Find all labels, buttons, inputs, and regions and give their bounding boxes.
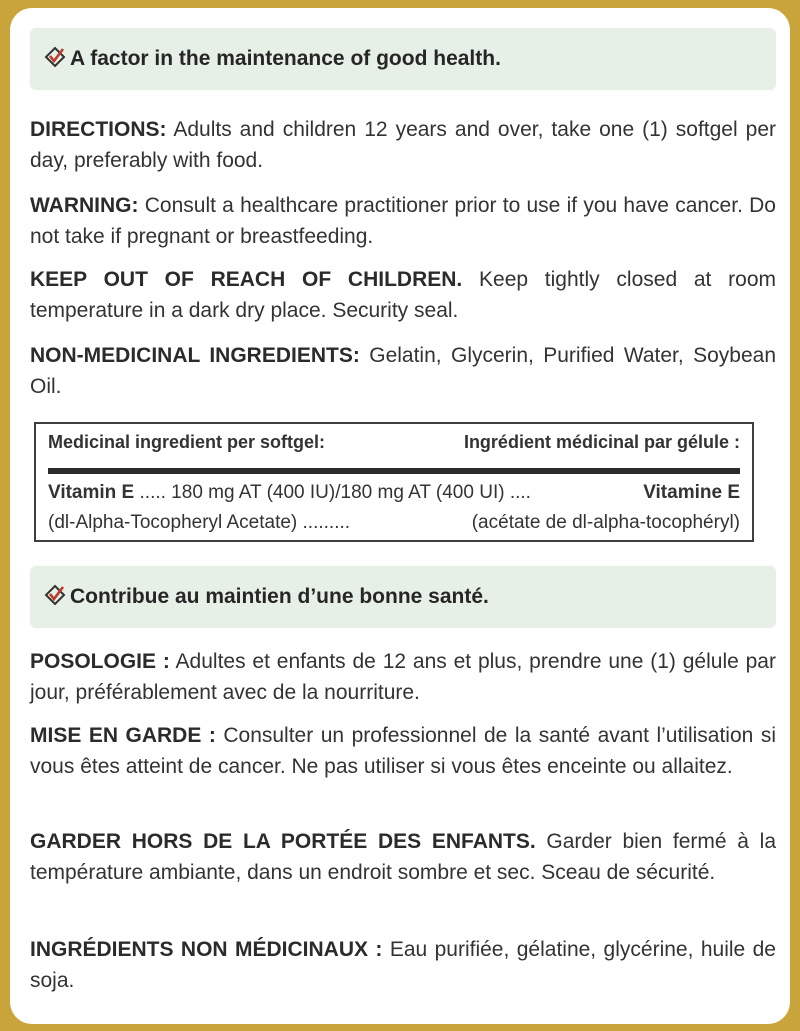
directions-text: Adults and children 12 years and over, take one (1) softgel per day, preferably with food. — [30, 118, 776, 172]
non-medicinal-text: Gelatin, Glycerin, Purified Water, Soybean Oil. — [30, 344, 777, 398]
label-panel — [10, 8, 790, 1024]
ingredient-divider — [48, 468, 740, 474]
tagline-fr — [44, 566, 489, 628]
vitamin-e-label-en: Vitamin E — [48, 482, 135, 503]
mise-en-garde-text: Consulter un professionnel de la santé avant l’utilisation si vous êtes atteint de cancer. Ne pas utiliser si vous êtes enceinte ou allaitez. — [30, 724, 776, 778]
tagline-band-en — [30, 28, 776, 90]
posologie-label: POSOLOGIE : — [30, 650, 170, 673]
source-fr: (acétate de dl-alpha-tocophéryl) — [471, 512, 740, 533]
tagline-band-fr — [30, 566, 776, 628]
garder-text: Garder bien fermé à la température ambiante, dans un endroit sombre et sec. Sceau de sécurité. — [30, 830, 776, 884]
tagline-en — [44, 28, 501, 90]
ingredient-header-en: Medicinal ingredient per softgel: — [48, 432, 326, 452]
tagline-en-text: A factor in the maintenance of good health. — [70, 47, 501, 70]
garder-label: GARDER HORS DE LA PORTÉE DES ENFANTS. — [30, 830, 536, 853]
ingredient-row-vitamin-e — [48, 482, 740, 504]
directions-label: DIRECTIONS: — [30, 118, 167, 141]
keep-out-text: Keep tightly closed at room temperature in a dark dry place. Security seal. — [30, 268, 776, 322]
keep-out-label: KEEP OUT OF REACH OF CHILDREN. — [30, 268, 463, 291]
warning-paragraph — [30, 190, 776, 252]
vitamin-e-label-fr: Vitamine E — [643, 482, 740, 503]
vitamin-e-amount: ..... 180 mg AT (400 IU)/180 mg AT (400 UI) .... — [134, 482, 531, 503]
ingredients-non-medicinaux-text: Eau purifiée, gélatine, glycérine, huile de soja. — [30, 938, 776, 992]
warning-label: WARNING: — [30, 194, 139, 217]
ingredient-header — [48, 432, 740, 453]
ingredient-header-fr: Ingrédient médicinal par gélule : — [463, 432, 740, 452]
medicinal-ingredient-box — [34, 422, 754, 542]
check-shield-icon — [44, 584, 66, 606]
keep-out-paragraph — [30, 264, 776, 326]
garder-paragraph — [30, 826, 776, 888]
check-shield-icon — [44, 46, 66, 68]
posologie-text: Adultes et enfants de 12 ans et plus, prendre une (1) gélule par jour, préférablement avec de la nourriture. — [30, 650, 776, 704]
non-medicinal-label: NON-MEDICINAL INGREDIENTS: — [30, 344, 360, 367]
directions-paragraph — [30, 114, 776, 176]
tagline-fr-text: Contribue au maintien d’une bonne santé. — [70, 585, 489, 608]
mise-en-garde-label: MISE EN GARDE : — [30, 724, 216, 747]
non-medicinal-paragraph — [30, 340, 776, 402]
posologie-paragraph — [30, 646, 776, 708]
ingredients-non-medicinaux-label: INGRÉDIENTS NON MÉDICINAUX : — [30, 938, 383, 961]
source-en: (dl-Alpha-Tocopheryl Acetate) ......... — [48, 512, 351, 533]
warning-text: Consult a healthcare practitioner prior to use if you have cancer. Do not take if pregnant or breastfeeding. — [30, 194, 776, 248]
mise-en-garde-paragraph — [30, 720, 776, 782]
ingredient-row-source — [48, 512, 740, 534]
ingredients-non-medicinaux-paragraph — [30, 934, 776, 996]
